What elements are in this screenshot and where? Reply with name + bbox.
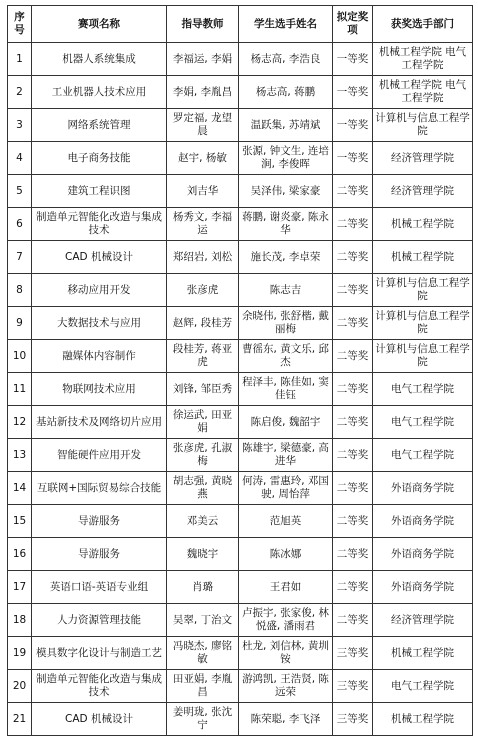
cell-department: 计算机与信息工程学院 (373, 340, 473, 373)
cell-department: 机械工程学院 (373, 208, 473, 241)
cell-student: 范旭英 (239, 505, 333, 538)
cell-department: 电气工程学院 (373, 439, 473, 472)
cell-event: 机器人系统集成 (32, 43, 167, 76)
cell-department: 电气工程学院 (373, 406, 473, 439)
cell-event: 制造单元智能化改造与集成技术 (32, 208, 167, 241)
cell-department: 机械工程学院 (373, 241, 473, 274)
cell-student: 陈志吉 (239, 274, 333, 307)
cell-teacher: 姜明珑, 张沈宁 (167, 703, 239, 736)
cell-index: 10 (8, 340, 32, 373)
cell-department: 计算机与信息工程学院 (373, 307, 473, 340)
cell-student: 何涛, 雷惠玲, 邓国驶, 周怡萍 (239, 472, 333, 505)
cell-index: 19 (8, 637, 32, 670)
cell-index: 16 (8, 538, 32, 571)
cell-award: 二等奖 (333, 208, 373, 241)
cell-index: 5 (8, 175, 32, 208)
table-row (8, 142, 473, 175)
cell-event: 智能硬件应用开发 (32, 439, 167, 472)
cell-teacher: 冯晓杰, 廖铭敏 (167, 637, 239, 670)
cell-index: 18 (8, 604, 32, 637)
cell-award: 三等奖 (333, 670, 373, 703)
cell-teacher: 张彦虎, 孔淑梅 (167, 439, 239, 472)
header-teacher: 指导教师 (167, 6, 239, 43)
table-row (8, 307, 473, 340)
cell-index: 6 (8, 208, 32, 241)
table-row (8, 505, 473, 538)
table-row (8, 208, 473, 241)
cell-award: 二等奖 (333, 340, 373, 373)
cell-department: 经济管理学院 (373, 604, 473, 637)
cell-award: 二等奖 (333, 241, 373, 274)
cell-student: 温跃集, 苏靖斌 (239, 109, 333, 142)
cell-award: 二等奖 (333, 175, 373, 208)
cell-student: 蒋鹏, 谢炎豪, 陈永华 (239, 208, 333, 241)
cell-index: 21 (8, 703, 32, 736)
cell-event: 电子商务技能 (32, 142, 167, 175)
table-row (8, 76, 473, 109)
cell-event: 互联网+国际贸易综合技能 (32, 472, 167, 505)
cell-student: 陈荣聪, 李飞泽 (239, 703, 333, 736)
cell-student: 程泽丰, 陈佳如, 窦佳钰 (239, 373, 333, 406)
cell-award: 二等奖 (333, 472, 373, 505)
cell-event: 大数据技术与应用 (32, 307, 167, 340)
cell-index: 13 (8, 439, 32, 472)
cell-event: 建筑工程识图 (32, 175, 167, 208)
awards-table (7, 5, 473, 736)
cell-teacher: 魏晓宇 (167, 538, 239, 571)
table-row (8, 340, 473, 373)
cell-index: 14 (8, 472, 32, 505)
cell-department: 电气工程学院 (373, 670, 473, 703)
cell-teacher: 杨秀文, 李福运 (167, 208, 239, 241)
cell-event: CAD 机械设计 (32, 241, 167, 274)
cell-teacher: 徐运武, 田亚娟 (167, 406, 239, 439)
cell-index: 7 (8, 241, 32, 274)
cell-teacher: 张彦虎 (167, 274, 239, 307)
cell-award: 一等奖 (333, 76, 373, 109)
header-index: 序号 (8, 6, 32, 43)
cell-teacher: 邓美云 (167, 505, 239, 538)
cell-event: 制造单元智能化改造与集成技术 (32, 670, 167, 703)
cell-event: 融媒体内容制作 (32, 340, 167, 373)
cell-teacher: 田亚娟, 李胤昌 (167, 670, 239, 703)
header-event: 赛项名称 (32, 6, 167, 43)
cell-index: 20 (8, 670, 32, 703)
cell-student: 卢振宇, 张家俊, 林悦盛, 潘雨君 (239, 604, 333, 637)
cell-award: 二等奖 (333, 373, 373, 406)
table-row (8, 439, 473, 472)
table-row (8, 406, 473, 439)
cell-event: 导游服务 (32, 505, 167, 538)
table-row (8, 571, 473, 604)
cell-index: 11 (8, 373, 32, 406)
cell-event: 导游服务 (32, 538, 167, 571)
header-department: 获奖选手部门 (373, 6, 473, 43)
cell-event: 工业机器人技术应用 (32, 76, 167, 109)
cell-department: 经济管理学院 (373, 142, 473, 175)
cell-department: 计算机与信息工程学院 (373, 109, 473, 142)
table-row (8, 472, 473, 505)
cell-department: 机械工程学院 电气工程学院 (373, 76, 473, 109)
cell-department: 外语商务学院 (373, 505, 473, 538)
cell-teacher: 郑绍岩, 刘松 (167, 241, 239, 274)
cell-teacher: 刘吉华 (167, 175, 239, 208)
cell-student: 杨志高, 李浩良 (239, 43, 333, 76)
cell-department: 外语商务学院 (373, 538, 473, 571)
cell-department: 机械工程学院 (373, 703, 473, 736)
cell-event: 英语口语-英语专业组 (32, 571, 167, 604)
cell-award: 二等奖 (333, 571, 373, 604)
cell-teacher: 肖璐 (167, 571, 239, 604)
cell-department: 经济管理学院 (373, 175, 473, 208)
cell-teacher: 赵宇, 杨敏 (167, 142, 239, 175)
cell-student: 余晓伟, 张舒楷, 戴丽梅 (239, 307, 333, 340)
cell-index: 17 (8, 571, 32, 604)
cell-student: 陈冰娜 (239, 538, 333, 571)
cell-teacher: 李福运, 李娟 (167, 43, 239, 76)
table-body (8, 43, 473, 736)
table-row (8, 538, 473, 571)
cell-student: 陈启俊, 魏韶宇 (239, 406, 333, 439)
header-award: 拟定奖项 (333, 6, 373, 43)
cell-student: 杨志高, 蒋鹏 (239, 76, 333, 109)
cell-award: 二等奖 (333, 307, 373, 340)
cell-event: 移动应用开发 (32, 274, 167, 307)
cell-index: 2 (8, 76, 32, 109)
table-row (8, 604, 473, 637)
cell-event: 基站新技术及网络切片应用 (32, 406, 167, 439)
cell-index: 8 (8, 274, 32, 307)
cell-student: 吴泽伟, 梁家豪 (239, 175, 333, 208)
table-row (8, 373, 473, 406)
cell-event: 物联网技术应用 (32, 373, 167, 406)
cell-event: 模具数字化设计与制造工艺 (32, 637, 167, 670)
cell-teacher: 赵辉, 段桂芳 (167, 307, 239, 340)
cell-index: 15 (8, 505, 32, 538)
table-row (8, 241, 473, 274)
table-row (8, 670, 473, 703)
table-row (8, 175, 473, 208)
cell-teacher: 李娟, 李胤昌 (167, 76, 239, 109)
cell-index: 3 (8, 109, 32, 142)
cell-department: 电气工程学院 (373, 373, 473, 406)
cell-teacher: 段桂芳, 蒋亚虎 (167, 340, 239, 373)
cell-department: 机械工程学院 电气工程学院 (373, 43, 473, 76)
table-header-row (8, 6, 473, 43)
cell-index: 4 (8, 142, 32, 175)
cell-department: 机械工程学院 (373, 637, 473, 670)
cell-event: 网络系统管理 (32, 109, 167, 142)
cell-index: 12 (8, 406, 32, 439)
table-row (8, 274, 473, 307)
cell-department: 计算机与信息工程学院 (373, 274, 473, 307)
table-row (8, 703, 473, 736)
cell-award: 一等奖 (333, 43, 373, 76)
cell-award: 二等奖 (333, 538, 373, 571)
cell-event: 人力资源管理技能 (32, 604, 167, 637)
cell-award: 一等奖 (333, 142, 373, 175)
cell-department: 外语商务学院 (373, 472, 473, 505)
cell-teacher: 刘锋, 邹臣秀 (167, 373, 239, 406)
header-student: 学生选手姓名 (239, 6, 333, 43)
table-row (8, 43, 473, 76)
table-row (8, 637, 473, 670)
cell-index: 1 (8, 43, 32, 76)
cell-award: 二等奖 (333, 274, 373, 307)
cell-award: 二等奖 (333, 505, 373, 538)
cell-department: 外语商务学院 (373, 571, 473, 604)
cell-index: 9 (8, 307, 32, 340)
cell-student: 游鸿凯, 王浩贤, 陈远荣 (239, 670, 333, 703)
cell-teacher: 吴翠, 丁治文 (167, 604, 239, 637)
cell-student: 施长茂, 李卓荣 (239, 241, 333, 274)
cell-student: 曹徭东, 黄文乐, 邱杰 (239, 340, 333, 373)
cell-student: 张源, 钟文生, 连培涧, 李俊晖 (239, 142, 333, 175)
cell-teacher: 罗定福, 龙望晨 (167, 109, 239, 142)
cell-award: 二等奖 (333, 604, 373, 637)
cell-award: 三等奖 (333, 637, 373, 670)
cell-student: 陈雄宇, 梁德豪, 高进华 (239, 439, 333, 472)
cell-student: 杜龙, 刘信林, 黄圳铵 (239, 637, 333, 670)
cell-award: 二等奖 (333, 439, 373, 472)
cell-award: 三等奖 (333, 703, 373, 736)
cell-award: 二等奖 (333, 406, 373, 439)
cell-award: 一等奖 (333, 109, 373, 142)
cell-student: 王君如 (239, 571, 333, 604)
cell-event: CAD 机械设计 (32, 703, 167, 736)
cell-teacher: 胡志强, 黄晓燕 (167, 472, 239, 505)
table-row (8, 109, 473, 142)
